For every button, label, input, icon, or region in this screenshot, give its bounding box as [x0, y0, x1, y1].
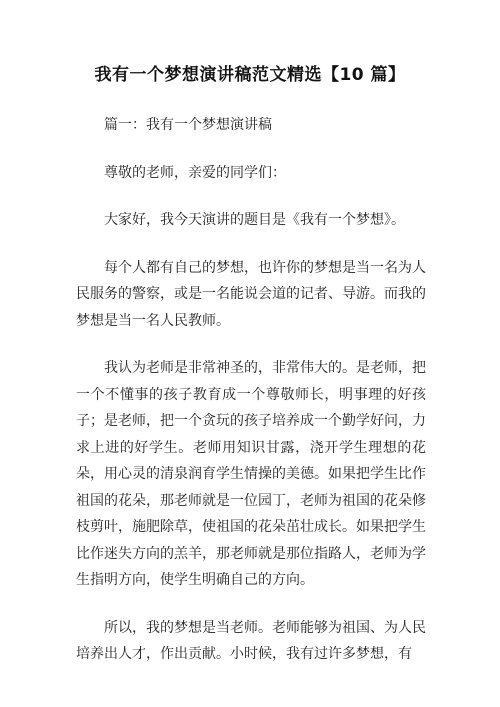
paragraph-conclusion: 所以，我的梦想是当老师。老师能够为祖国、为人民培养出人才，作出贡献。小时候，我有过许多梦想，有: [76, 619, 426, 662]
paragraph-dream-intro: 每个人都有自己的梦想，也许你的梦想是当一名为人民服务的警察，或是一名能说会道的记者、导游。而我的梦想是当一名人民教师。: [76, 259, 426, 329]
paragraph-salutation: 尊敬的老师，亲爱的同学们：: [104, 164, 286, 181]
document-body: [76, 112, 426, 668]
paragraph-section-heading: 篇一：我有一个梦想演讲稿: [104, 117, 272, 133]
paragraph-teacher-praise: 我认为老师是非常神圣的，非常伟大的。是老师，把一个不懂事的孩子教育成一个尊敬师长，明事理的好孩子；是老师，把一个贪玩的孩子培养成一个勤学好问，力求上进的好学生。老师用知识甘露，浇开学生理想的花朵，用心灵的清泉润育学生情操的美德。如果把学生比作祖国的花朵，那老师就是一位园丁，老师为祖国的花朵修枝剪叶，施肥除草，使祖国的花朵茁壮成长。如果把学生比作迷失方向的羔羊，那老师就是那位指路人，老师为学生指明方向，使学生明确自己的方向。: [76, 360, 426, 588]
document-title: 我有一个梦想演讲稿范文精选【10 篇】: [94, 65, 406, 85]
paragraph-greeting: 大家好，我今天演讲的题目是《我有一个梦想》。: [104, 212, 405, 228]
